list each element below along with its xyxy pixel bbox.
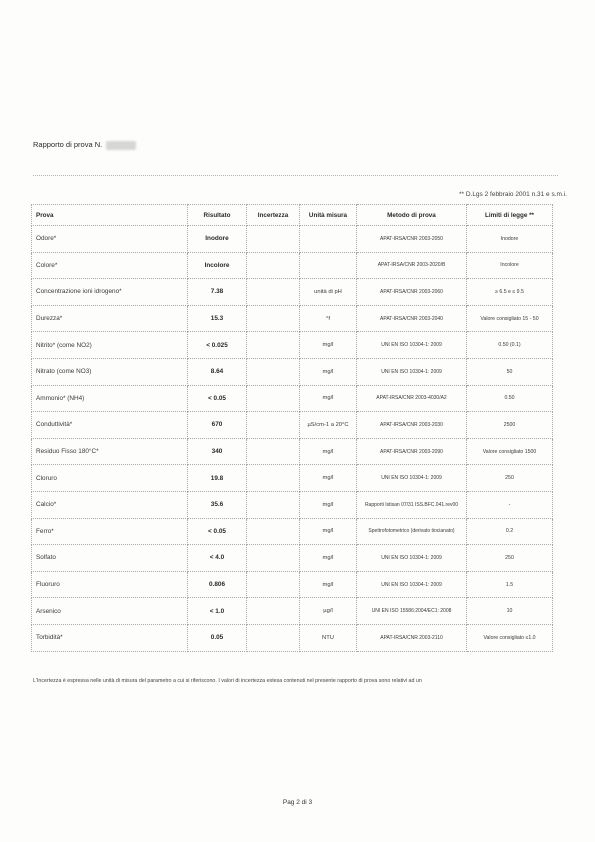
cell-unita: µS/cm-1 a 20°C (300, 412, 357, 439)
cell-risultato: 340 (188, 438, 247, 465)
cell-prova: Conduttività* (32, 412, 188, 439)
cell-limiti: 0.50 (467, 385, 553, 412)
cell-risultato: 0.05 (188, 624, 247, 651)
cell-incertezza (247, 305, 300, 332)
cell-unita: µg/l (300, 598, 357, 625)
table-header-row (32, 205, 553, 226)
cell-prova: Cloruro (32, 465, 188, 492)
table-row (32, 491, 553, 518)
cell-incertezza (247, 412, 300, 439)
cell-limiti: 0.2 (467, 518, 553, 545)
table-row (32, 279, 553, 306)
table-row (32, 412, 553, 439)
report-number-label (33, 140, 136, 150)
cell-limiti: 10 (467, 598, 553, 625)
cell-metodo: APAT-IRSA/CNR 2003-2040 (357, 305, 467, 332)
page-number: Pag 2 di 3 (282, 799, 313, 806)
cell-incertezza (247, 252, 300, 279)
cell-prova: Residuo Fisso 180°C* (32, 438, 188, 465)
cell-unita: mg/l (300, 358, 357, 385)
cell-limiti: 1.5 (467, 571, 553, 598)
law-reference: ** D.Lgs 2 febbraio 2001 n.31 e s.m.i. (458, 191, 567, 198)
col-header-metodo: Metodo di prova (357, 205, 467, 226)
cell-metodo: APAT-IRSA/CNR 2003-2090 (357, 438, 467, 465)
table-row (32, 385, 553, 412)
cell-risultato: < 1.0 (188, 598, 247, 625)
cell-incertezza (247, 571, 300, 598)
table-row (32, 252, 553, 279)
table-row (32, 518, 553, 545)
col-header-prova: Prova (32, 205, 188, 226)
cell-prova: Ammonio* (NH4) (32, 385, 188, 412)
cell-metodo: APAT-IRSA/CNR 2003-4030/A2 (357, 385, 467, 412)
table-row (32, 545, 553, 572)
table-row (32, 226, 553, 253)
cell-prova: Solfato (32, 545, 188, 572)
cell-incertezza (247, 226, 300, 253)
cell-limiti: Valore consigliato ≤1.0 (467, 624, 553, 651)
col-header-limiti: Limiti di legge ** (467, 205, 553, 226)
cell-metodo: APAT-IRSA/CNR 2003-2060 (357, 279, 467, 306)
cell-limiti: Incolore (467, 252, 553, 279)
results-table (31, 204, 553, 652)
cell-risultato: 35.6 (188, 491, 247, 518)
cell-prova: Odore* (32, 226, 188, 253)
cell-limiti: ≥ 6.5 e ≤ 9.5 (467, 279, 553, 306)
cell-unita: NTU (300, 624, 357, 651)
cell-risultato: < 4.0 (188, 545, 247, 572)
cell-unita: mg/l (300, 545, 357, 572)
cell-incertezza (247, 491, 300, 518)
cell-incertezza (247, 385, 300, 412)
cell-limiti: 250 (467, 465, 553, 492)
cell-metodo: UNI EN ISO 10304-1: 2009 (357, 358, 467, 385)
cell-metodo: Rapporti Istisan 07/31 ISS.BFC.041.rev00 (357, 491, 467, 518)
header-divider (33, 175, 558, 176)
cell-metodo: UNI EN ISO 10304-1: 2009 (357, 465, 467, 492)
cell-limiti: 0.50 (0.1) (467, 332, 553, 359)
cell-incertezza (247, 465, 300, 492)
cell-risultato: Incolore (188, 252, 247, 279)
report-label-text: Rapporto di prova N. (33, 140, 103, 149)
cell-risultato: 19.8 (188, 465, 247, 492)
cell-prova: Ferro* (32, 518, 188, 545)
cell-prova: Arsenico (32, 598, 188, 625)
uncertainty-footnote: L'Incertezza è espressa nelle unità di misura del parametro a cui si riferiscono. I valori di incertezza estesa contenuti nel presente rapporto di prova sono relativi ad un (33, 678, 422, 684)
cell-incertezza (247, 358, 300, 385)
cell-incertezza (247, 332, 300, 359)
cell-unita (300, 226, 357, 253)
cell-incertezza (247, 545, 300, 572)
cell-unita: mg/l (300, 491, 357, 518)
cell-prova: Torbidità* (32, 624, 188, 651)
cell-incertezza (247, 518, 300, 545)
cell-unita: mg/l (300, 438, 357, 465)
cell-unita (300, 252, 357, 279)
cell-incertezza (247, 624, 300, 651)
cell-prova: Durezza* (32, 305, 188, 332)
cell-limiti: 250 (467, 545, 553, 572)
cell-limiti: - (467, 491, 553, 518)
table-row (32, 358, 553, 385)
cell-metodo: APAT-IRSA/CNR 2003-2030 (357, 412, 467, 439)
cell-incertezza (247, 438, 300, 465)
table-row (32, 332, 553, 359)
col-header-unita: Unità misura (300, 205, 357, 226)
cell-prova: Calcio* (32, 491, 188, 518)
cell-limiti: Valore consigliato 15 - 50 (467, 305, 553, 332)
cell-prova: Nitrito* (come NO2) (32, 332, 188, 359)
cell-unita: mg/l (300, 518, 357, 545)
cell-metodo: UNI EN ISO 15586:2004/EC1: 2008 (357, 598, 467, 625)
cell-incertezza (247, 598, 300, 625)
cell-limiti: Inodore (467, 226, 553, 253)
cell-risultato: 15.3 (188, 305, 247, 332)
cell-prova: Fluoruro (32, 571, 188, 598)
cell-prova: Nitrato (come NO3) (32, 358, 188, 385)
cell-metodo: UNI EN ISO 10304-1: 2009 (357, 571, 467, 598)
cell-risultato: < 0.025 (188, 332, 247, 359)
table-row (32, 465, 553, 492)
table-row (32, 305, 553, 332)
cell-risultato: 0.806 (188, 571, 247, 598)
cell-risultato: Inodore (188, 226, 247, 253)
cell-metodo: APAT-IRSA/CNR 2003-2050 (357, 226, 467, 253)
table-row (32, 438, 553, 465)
table-row (32, 624, 553, 651)
cell-unita: mg/l (300, 465, 357, 492)
cell-unita: °f (300, 305, 357, 332)
cell-metodo: APAT-IRSA/CNR 2003-2020/B (357, 252, 467, 279)
cell-risultato: 670 (188, 412, 247, 439)
cell-metodo: UNI EN ISO 10304-1: 2009 (357, 332, 467, 359)
table-row (32, 598, 553, 625)
cell-unita: unità di pH (300, 279, 357, 306)
cell-unita: mg/l (300, 571, 357, 598)
cell-metodo: UNI EN ISO 10304-1: 2009 (357, 545, 467, 572)
cell-limiti: 50 (467, 358, 553, 385)
cell-limiti: Valore consigliato 1500 (467, 438, 553, 465)
cell-limiti: 2500 (467, 412, 553, 439)
cell-risultato: < 0.05 (188, 385, 247, 412)
cell-prova: Concentrazione ioni idrogeno* (32, 279, 188, 306)
cell-prova: Colore* (32, 252, 188, 279)
col-header-incertezza: Incertezza (247, 205, 300, 226)
col-header-risultato: Risultato (188, 205, 247, 226)
cell-unita: mg/l (300, 332, 357, 359)
cell-incertezza (247, 279, 300, 306)
cell-risultato: 7.38 (188, 279, 247, 306)
table-row (32, 571, 553, 598)
cell-risultato: 8.64 (188, 358, 247, 385)
cell-risultato: < 0.05 (188, 518, 247, 545)
cell-metodo: APAT-IRSA/CNR 2003-2110 (357, 624, 467, 651)
cell-unita: mg/l (300, 385, 357, 412)
redacted-report-number (106, 141, 136, 150)
cell-metodo: Spettrofotometrico (derivato tiocianato) (357, 518, 467, 545)
